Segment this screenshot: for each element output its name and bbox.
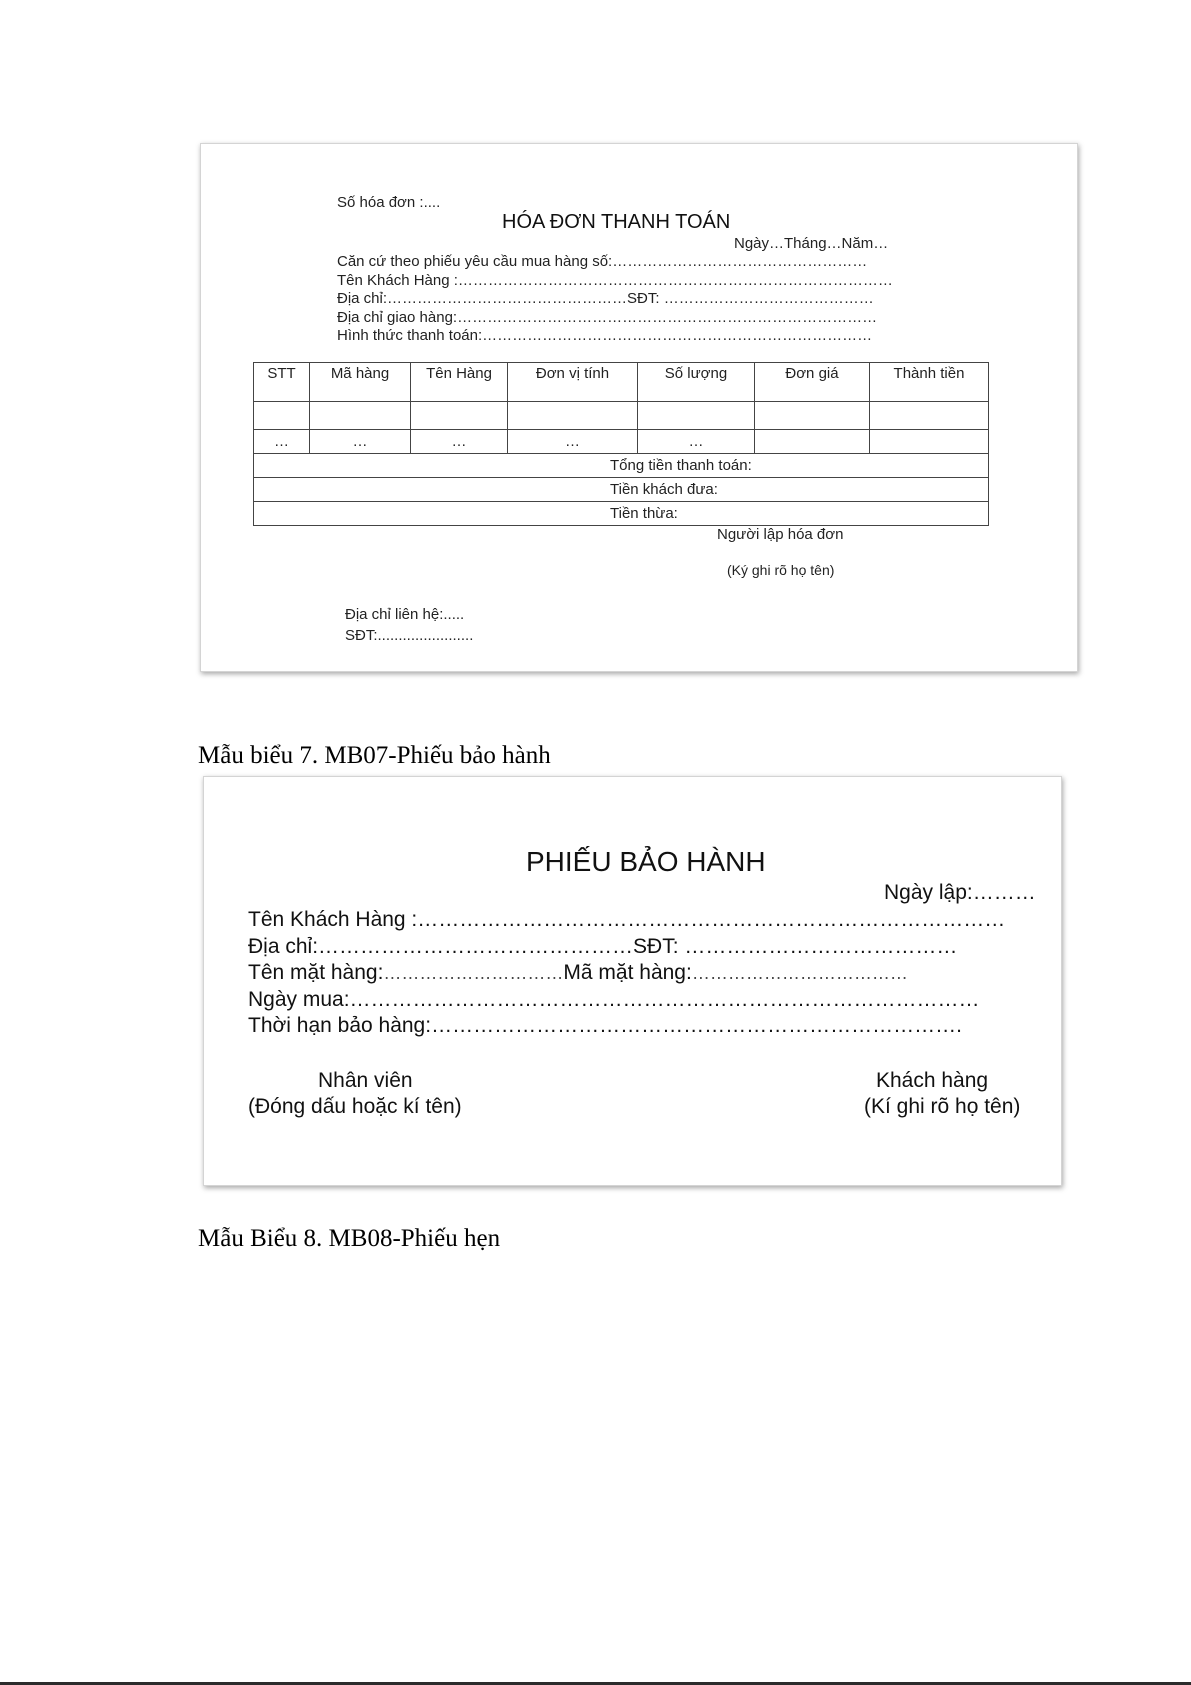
product-name-label: Tên mặt hàng: <box>248 961 384 984</box>
caption-mb08: Mẫu Biểu 8. MB08-Phiếu hẹn <box>198 1225 501 1252</box>
invoice-signer-label: Người lập hóa đơn <box>717 526 844 543</box>
table-cell <box>755 430 870 454</box>
invoice-title: HÓA ĐƠN THANH TOÁN <box>502 211 731 233</box>
product-code-dots: ……………………………… <box>691 963 908 983</box>
phone-field: SĐT: ………………………………… <box>633 935 958 958</box>
summary-row-change <box>254 502 989 526</box>
summary-row-total <box>254 454 989 478</box>
warranty-date-line: Ngày lập:……… <box>884 881 1036 904</box>
invoice-table <box>253 362 989 526</box>
table-cell: … <box>411 430 508 454</box>
address-dots: ……………………………………… <box>318 935 634 958</box>
table-cell: … <box>638 430 755 454</box>
paid-label: Tiền khách đưa: <box>254 478 989 502</box>
warranty-period: Thời hạn bảo hàng:…………………………………………………………………. <box>248 1014 962 1037</box>
col-header-unit: Đơn vị tính <box>508 363 638 402</box>
table-cell <box>870 430 989 454</box>
table-cell: … <box>310 430 411 454</box>
col-header-item-code: Mã hàng <box>310 363 411 402</box>
invoice-table-header <box>254 363 989 402</box>
invoice-date-line: Ngày…Tháng…Năm… <box>734 235 889 252</box>
address-label: Địa chỉ: <box>248 935 319 958</box>
staff-label: Nhân viên <box>318 1069 413 1092</box>
staff-note: (Đóng dấu hoặc kí tên) <box>248 1095 462 1118</box>
invoice-signer-note: (Ký ghi rõ họ tên) <box>727 562 835 578</box>
table-row <box>254 430 989 454</box>
warranty-purchase-date: Ngày mua:……………………………………………………………………………… <box>248 988 980 1011</box>
change-label: Tiền thừa: <box>254 502 989 526</box>
invoice-field-request: Căn cứ theo phiếu yêu cầu mua hàng số:…………………………………………… <box>337 253 868 270</box>
col-header-item-name: Tên Hàng <box>411 363 508 402</box>
col-header-amount: Thành tiền <box>870 363 989 402</box>
summary-row-paid <box>254 478 989 502</box>
invoice-field-payment: Hình thức thanh toán:…………………………………………………………………… <box>337 327 873 344</box>
customer-sign-label: Khách hàng <box>876 1069 989 1092</box>
warranty-title: PHIẾU BẢO HÀNH <box>526 846 766 877</box>
warranty-product-line <box>248 961 908 985</box>
contact-address: Địa chỉ liên hệ:..... <box>345 606 465 623</box>
warranty-address-line <box>248 935 957 959</box>
invoice-field-customer: Tên Khách Hàng :…………………………………………………………………………… <box>337 272 893 289</box>
col-header-quantity: Số lượng <box>638 363 755 402</box>
caption-mb07: Mẫu biểu 7. MB07-Phiếu bảo hành <box>198 742 551 769</box>
invoice-number: Số hóa đơn :.... <box>337 194 441 211</box>
total-label: Tổng tiền thanh toán: <box>254 454 989 478</box>
invoice-field-address: Địa chỉ:…………………………………………SĐT: …………………………………… <box>337 290 874 307</box>
table-cell: … <box>254 430 310 454</box>
contact-phone: SĐT:....................... <box>345 627 474 644</box>
customer-sign-note: (Kí ghi rõ họ tên) <box>864 1095 1021 1118</box>
table-row <box>254 402 989 430</box>
table-cell: … <box>508 430 638 454</box>
warranty-customer: Tên Khách Hàng :………………………………………………………………………… <box>248 908 1006 931</box>
product-name-dots: ………………………… <box>383 963 564 983</box>
col-header-stt: STT <box>254 363 310 402</box>
col-header-unit-price: Đơn giá <box>755 363 870 402</box>
product-code-label: Mã mặt hàng: <box>563 961 692 984</box>
invoice-field-delivery: Địa chỉ giao hàng:………………………………………………………………………… <box>337 309 878 326</box>
